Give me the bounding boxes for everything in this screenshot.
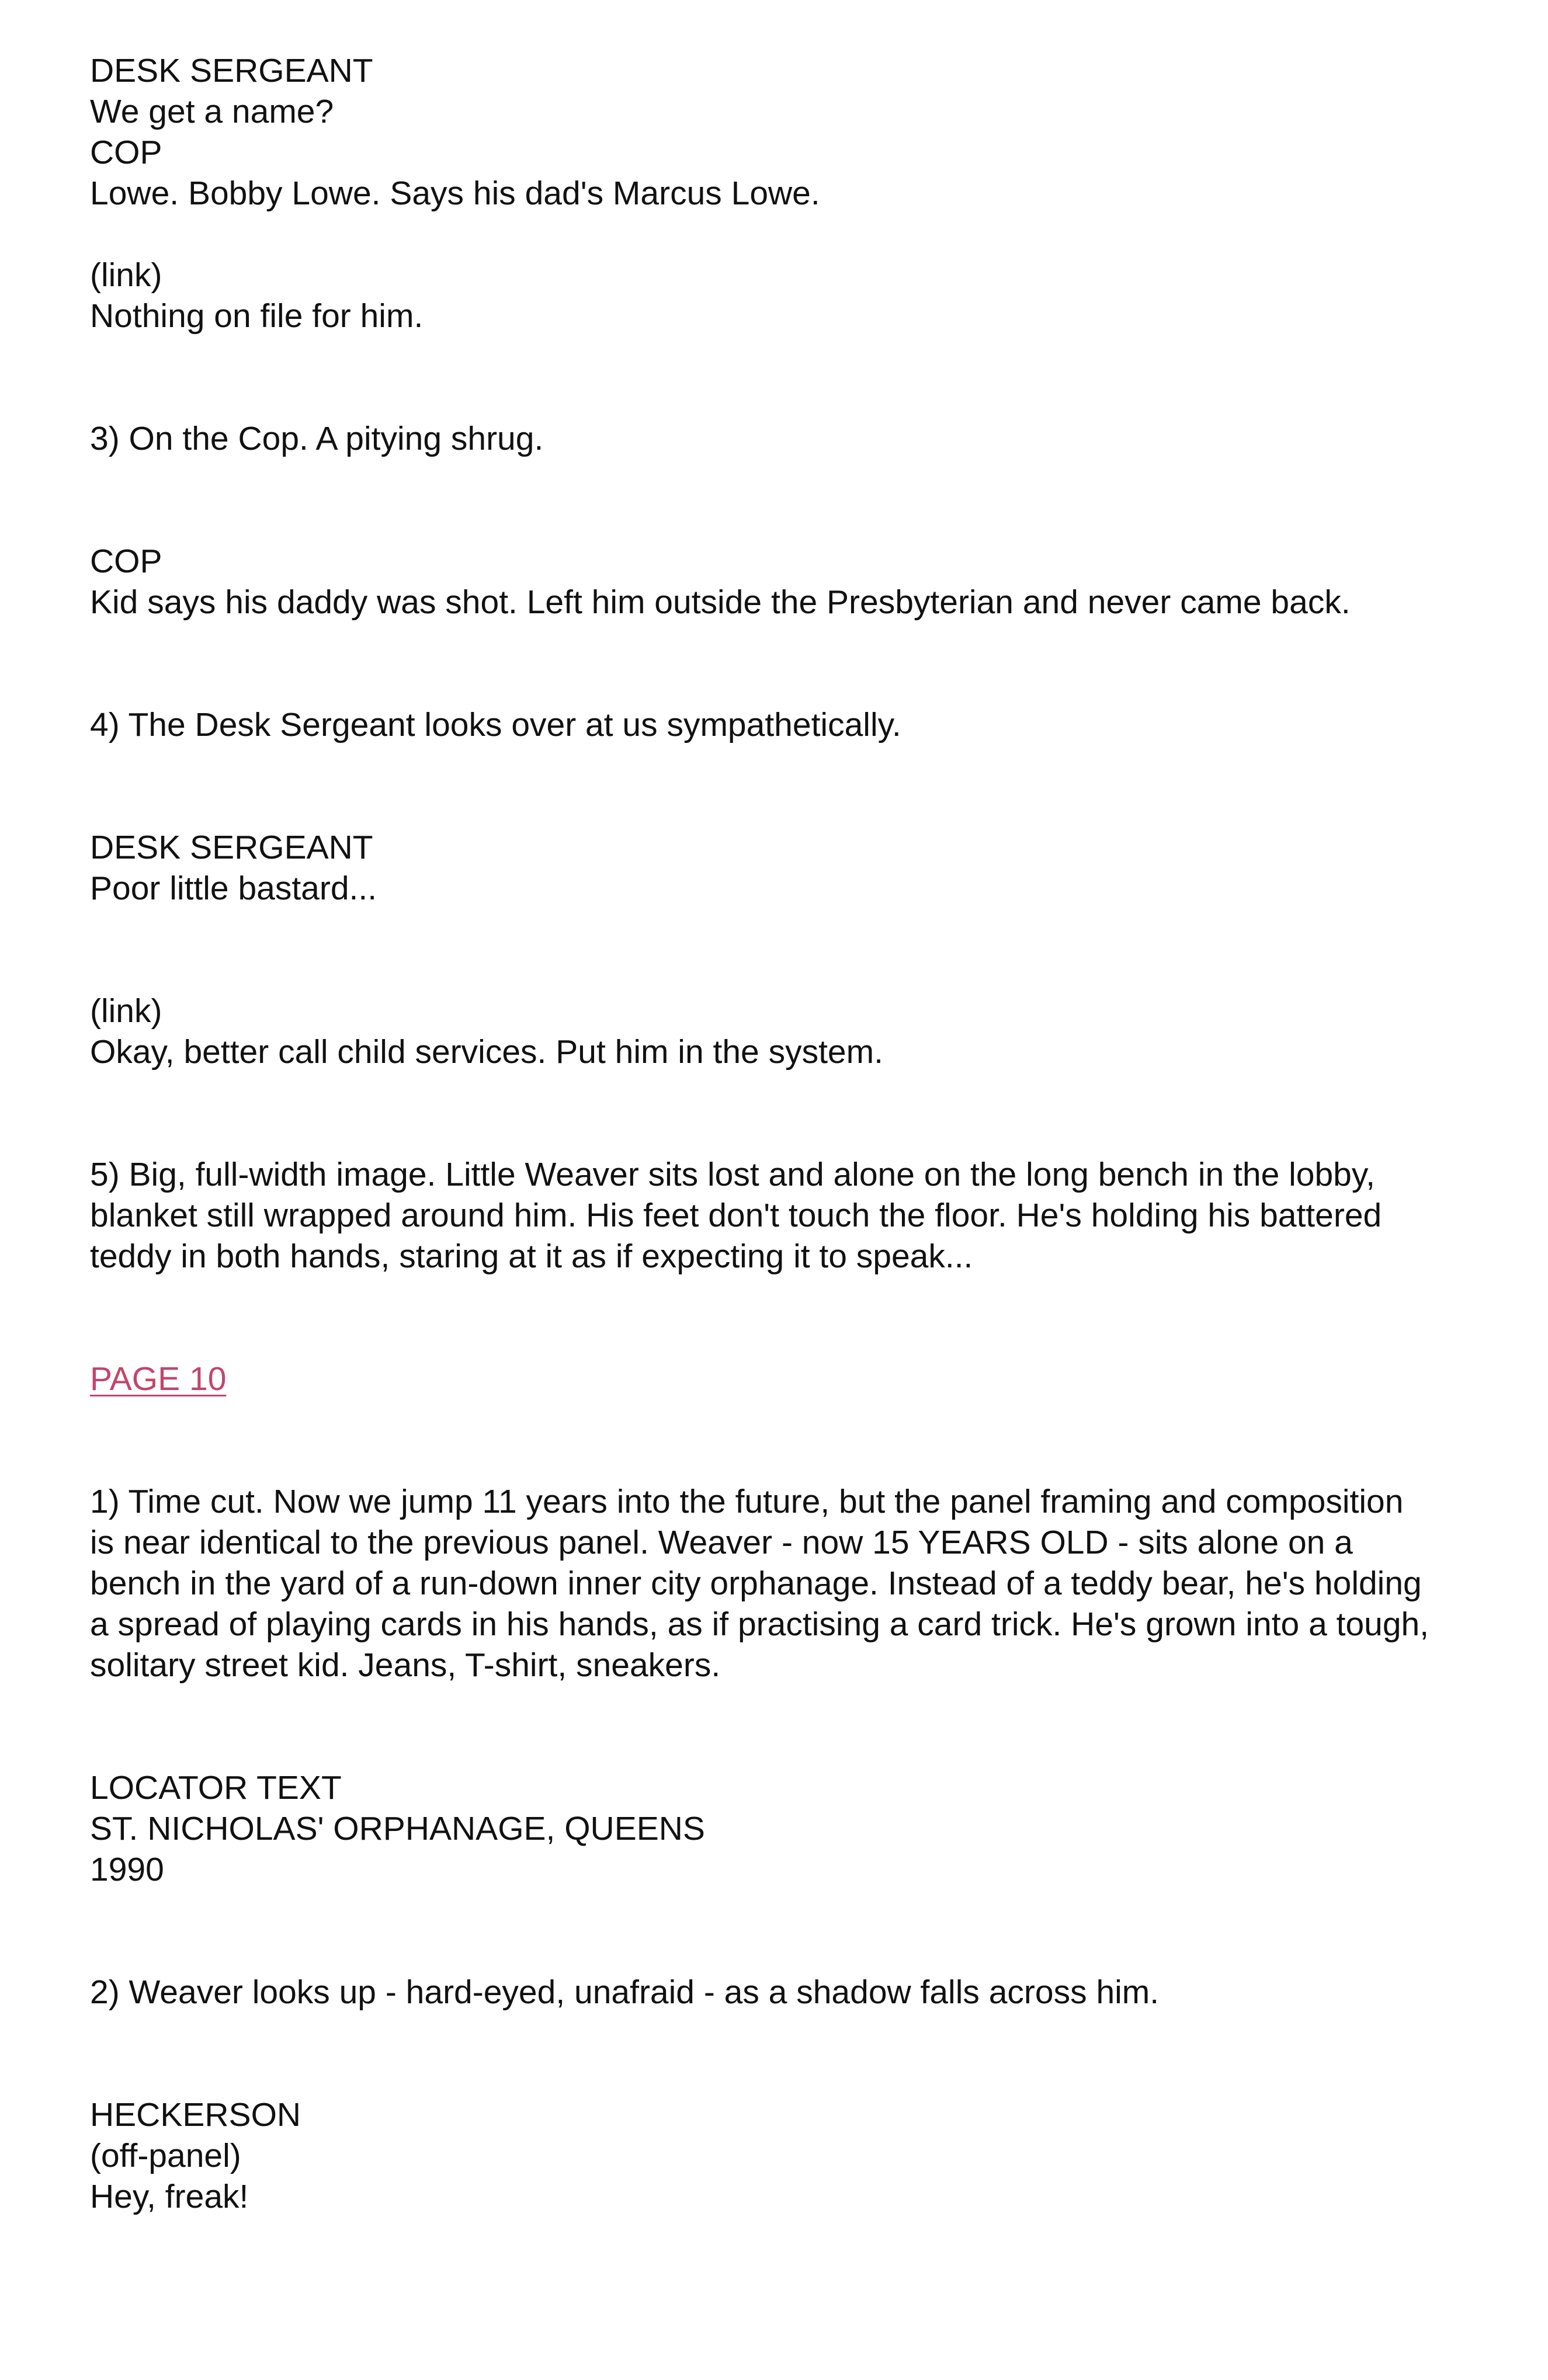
page-heading-row — [90, 1358, 1492, 1399]
spacer — [90, 1890, 1492, 1972]
script-page — [90, 50, 1492, 2217]
panel-description-line: blanket still wrapped around him. His feet don't touch the floor. He's holding his battered — [90, 1197, 1382, 1234]
direction-note: (link) — [90, 992, 162, 1030]
page-heading-link[interactable]: PAGE 10 — [90, 1360, 227, 1398]
spacer — [90, 1072, 1492, 1154]
panel-description-line: is near identical to the previous panel. Weaver - now 15 YEARS OLD - sits alone on a — [90, 1524, 1353, 1561]
panel-description: 4) The Desk Sergeant looks over at us sympathetically. — [90, 706, 901, 743]
panel-description: 2) Weaver looks up - hard-eyed, unafraid - as a shadow falls across him. — [90, 1974, 1160, 2011]
spacer — [90, 1277, 1492, 1358]
spacer — [90, 336, 1492, 418]
dialogue-line: Okay, better call child services. Put him in the system. — [90, 1033, 883, 1071]
spacer — [90, 214, 1492, 255]
spacer — [90, 745, 1492, 827]
panel-description — [90, 1154, 1492, 1277]
spacer — [90, 1686, 1492, 1767]
locator-place: ST. NICHOLAS' ORPHANAGE, QUEENS — [90, 1810, 705, 1847]
panel-description — [90, 1481, 1492, 1686]
speaker-name: HECKERSON — [90, 2096, 301, 2134]
panel-description-line: bench in the yard of a run-down inner city orphanage. Instead of a teddy bear, he's holding — [90, 1565, 1422, 1602]
panel-description-line: teddy in both hands, staring at it as if expecting it to speak... — [90, 1238, 973, 1275]
direction-note: (off-panel) — [90, 2137, 241, 2174]
dialogue-line: Nothing on file for him. — [90, 297, 424, 335]
panel-description-line: 1) Time cut. Now we jump 11 years into the future, but the panel framing and composition — [90, 1483, 1404, 1520]
spacer — [90, 2013, 1492, 2094]
spacer — [90, 459, 1492, 541]
dialogue-line: Kid says his daddy was shot. Left him outside the Presbyterian and never came back. — [90, 583, 1351, 621]
locator-label: LOCATOR TEXT — [90, 1769, 342, 1806]
speaker-name: COP — [90, 134, 162, 171]
locator-year: 1990 — [90, 1851, 164, 1888]
panel-description: 3) On the Cop. A pitying shrug. — [90, 420, 544, 457]
panel-description-line: solitary street kid. Jeans, T-shirt, sneakers. — [90, 1646, 721, 1684]
panel-description-line: 5) Big, full-width image. Little Weaver sits lost and alone on the long bench in the lobby, — [90, 1156, 1375, 1193]
dialogue-line: Hey, freak! — [90, 2178, 249, 2215]
panel-description-line: a spread of playing cards in his hands, as if practising a card trick. He's grown into a tough, — [90, 1606, 1429, 1643]
spacer — [90, 623, 1492, 704]
spacer — [90, 909, 1492, 991]
spacer — [90, 1399, 1492, 1481]
dialogue-line: Lowe. Bobby Lowe. Says his dad's Marcus Lowe. — [90, 175, 820, 212]
speaker-name: DESK SERGEANT — [90, 52, 373, 89]
direction-note: (link) — [90, 256, 162, 294]
speaker-name: DESK SERGEANT — [90, 829, 373, 866]
dialogue-line: Poor little bastard... — [90, 870, 377, 907]
dialogue-line: We get a name? — [90, 93, 334, 130]
speaker-name: COP — [90, 543, 162, 580]
